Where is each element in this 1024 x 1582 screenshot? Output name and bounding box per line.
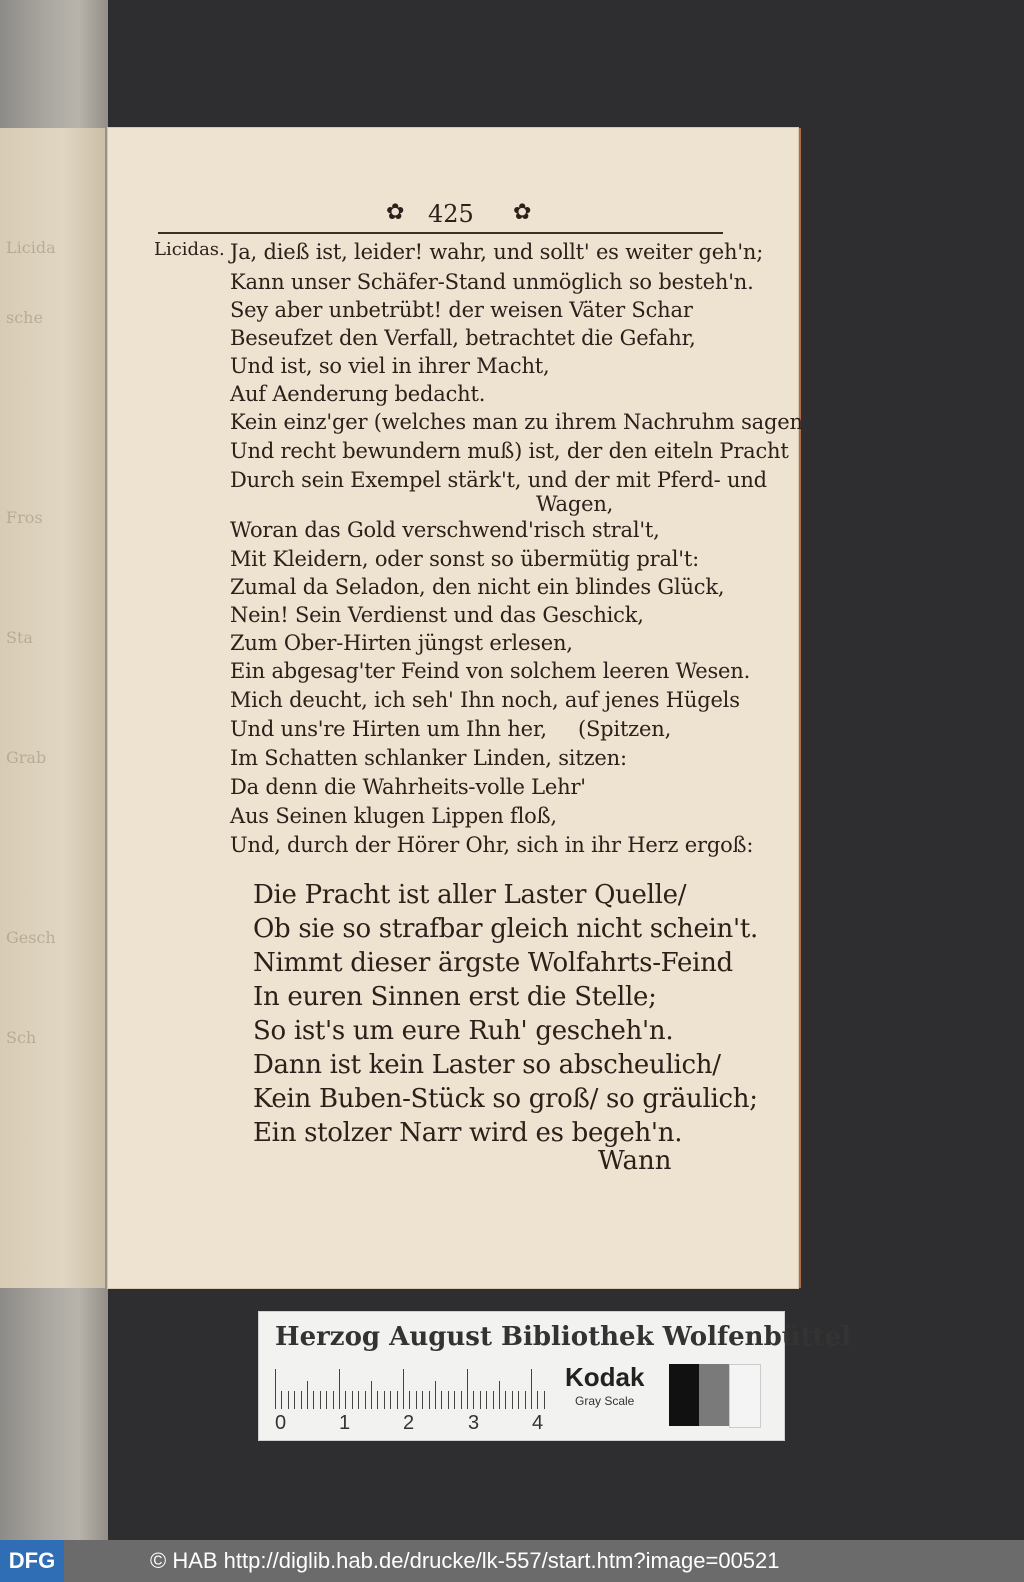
facing-page bbox=[0, 128, 105, 1288]
footer-bar bbox=[0, 1540, 1024, 1582]
ruler-tick bbox=[505, 1391, 506, 1409]
color-target bbox=[258, 1311, 852, 1441]
ruler-tick bbox=[397, 1391, 398, 1409]
ruler-tick bbox=[473, 1391, 474, 1409]
ruler-tick bbox=[525, 1391, 526, 1409]
verse-line: Und, durch der Hörer Ohr, sich in ihr Herz ergoß: bbox=[230, 833, 754, 857]
verse-line: Und ist, so viel in ihrer Macht, bbox=[230, 354, 550, 378]
song-line: Die Pracht ist aller Laster Quelle/ bbox=[253, 880, 687, 910]
white-swatch bbox=[729, 1364, 761, 1428]
ruler-tick bbox=[416, 1391, 417, 1409]
credit-link[interactable]: © HAB http://diglib.hab.de/drucke/lk-557/start.htm?image=00521 bbox=[150, 1548, 780, 1573]
ruler-tick bbox=[429, 1391, 430, 1409]
verse-line-continuation: (Spitzen, bbox=[578, 717, 672, 741]
speaker-name: Licidas. bbox=[154, 239, 225, 260]
ruler-tick bbox=[493, 1391, 494, 1409]
ruler-tick bbox=[339, 1369, 340, 1409]
ornament-icon: ✿ bbox=[513, 200, 532, 225]
ruler-tick bbox=[371, 1381, 372, 1409]
ruler-tick bbox=[531, 1369, 532, 1409]
ruler-tick bbox=[320, 1391, 321, 1409]
ruler-tick bbox=[441, 1391, 442, 1409]
song-line: So ist's um eure Ruh' gescheh'n. bbox=[253, 1016, 674, 1046]
ruler-tick bbox=[326, 1391, 327, 1409]
verse-line: Mit Kleidern, oder sonst so übermütig pral't: bbox=[230, 547, 699, 571]
facing-page-fragment: Sch bbox=[6, 1028, 37, 1047]
page-number: 425 bbox=[428, 200, 474, 228]
verse-line-continuation: Wagen, bbox=[536, 492, 614, 516]
verse-line: Ja, dieß ist, leider! wahr, und sollt' es weiter geh'n; bbox=[230, 240, 764, 264]
ruler-tick bbox=[422, 1391, 423, 1409]
verse-line: Nein! Sein Verdienst und das Geschick, bbox=[230, 603, 644, 627]
institution-name: Herzog August Bibliothek Wolfenbüttel bbox=[275, 1322, 852, 1352]
verse-line: Woran das Gold verschwend'risch stral't, bbox=[230, 518, 660, 542]
facing-page-fragment: Gesch bbox=[6, 928, 56, 947]
verse-line: Und uns're Hirten um Ihn her, bbox=[230, 717, 547, 741]
song-line: Ob sie so strafbar gleich nicht schein't. bbox=[253, 914, 758, 944]
song-line: In euren Sinnen erst die Stelle; bbox=[253, 982, 657, 1012]
verse-line: Zumal da Seladon, den nicht ein blindes Glück, bbox=[230, 575, 725, 599]
ruler-tick bbox=[275, 1369, 276, 1409]
verse-line: Zum Ober-Hirten jüngst erlesen, bbox=[230, 631, 573, 655]
scale-number: 0 bbox=[275, 1412, 287, 1434]
ruler-tick bbox=[403, 1369, 404, 1409]
black-swatch bbox=[669, 1364, 699, 1426]
ruler-tick bbox=[448, 1391, 449, 1409]
scale-number: 3 bbox=[468, 1412, 480, 1434]
verse-line: Kein einz'ger (welches man zu ihrem Nachruhm sagen bbox=[230, 410, 803, 434]
verse-line: Kann unser Schäfer-Stand unmöglich so besteh'n. bbox=[230, 270, 754, 294]
ruler-tick bbox=[454, 1391, 455, 1409]
ornament-icon: ✿ bbox=[386, 200, 405, 225]
scale-ruler bbox=[275, 1367, 545, 1409]
scale-number: 2 bbox=[403, 1412, 415, 1434]
kodak-logo: Kodak bbox=[565, 1362, 645, 1392]
ruler-tick bbox=[358, 1391, 359, 1409]
verse-line: Mich deucht, ich seh' Ihn noch, auf jenes Hügels bbox=[230, 688, 740, 712]
ruler-tick bbox=[301, 1391, 302, 1409]
ruler-tick bbox=[499, 1381, 500, 1409]
ruler-tick bbox=[313, 1391, 314, 1409]
ruler-tick bbox=[288, 1391, 289, 1409]
ruler-tick bbox=[461, 1391, 462, 1409]
ruler-tick bbox=[480, 1391, 481, 1409]
gray-swatch bbox=[699, 1364, 729, 1426]
verse-line: Im Schatten schlanker Linden, sitzen: bbox=[230, 746, 627, 770]
dfg-logo: DFG bbox=[0, 1540, 64, 1582]
ruler-tick bbox=[377, 1391, 378, 1409]
verse-line: Aus Seinen klugen Lippen floß, bbox=[230, 804, 557, 828]
ruler-tick bbox=[390, 1391, 391, 1409]
scale-number: 4 bbox=[532, 1412, 544, 1434]
song-line: Kein Buben-Stück so groß/ so gräulich; bbox=[253, 1084, 758, 1114]
ruler-tick bbox=[294, 1391, 295, 1409]
ruler-tick bbox=[512, 1391, 513, 1409]
book-page bbox=[108, 128, 803, 1288]
verse-line: Sey aber unbetrübt! der weisen Väter Schar bbox=[230, 298, 693, 322]
ruler-tick bbox=[352, 1391, 353, 1409]
facing-page-fragment: Fros bbox=[6, 508, 43, 527]
verse-line: Ein abgesag'ter Feind von solchem leeren Wesen. bbox=[230, 659, 751, 683]
ruler-tick bbox=[333, 1391, 334, 1409]
song-line: Ein stolzer Narr wird es begeh'n. bbox=[253, 1118, 683, 1148]
ruler-tick bbox=[365, 1391, 366, 1409]
song-line: Nimmt dieser ärgste Wolfahrts-Feind bbox=[253, 948, 733, 978]
facing-page-fragment: sche bbox=[6, 308, 43, 327]
ruler-tick bbox=[486, 1391, 487, 1409]
ruler-tick bbox=[281, 1391, 282, 1409]
verse-line: Beseufzet den Verfall, betrachtet die Gefahr, bbox=[230, 326, 696, 350]
verse-line: Auf Aenderung bedacht. bbox=[230, 382, 486, 406]
ruler-tick bbox=[384, 1391, 385, 1409]
catchword: Wann bbox=[598, 1146, 672, 1176]
ruler-tick bbox=[467, 1369, 468, 1409]
facing-page-fragment: Licida bbox=[6, 238, 56, 257]
verse-line: Und recht bewundern muß) ist, der den eiteln Pracht bbox=[230, 439, 789, 463]
song-line: Dann ist kein Laster so abscheulich/ bbox=[253, 1050, 721, 1080]
gray-scale-label: Gray Scale bbox=[575, 1394, 635, 1408]
ruler-tick bbox=[544, 1391, 545, 1409]
ruler-tick bbox=[518, 1391, 519, 1409]
facing-page-fragment: Sta bbox=[6, 628, 33, 647]
ruler-tick bbox=[307, 1381, 308, 1409]
scale-numbers bbox=[275, 1412, 565, 1436]
scale-number: 1 bbox=[339, 1412, 351, 1434]
verse-line: Durch sein Exempel stärk't, und der mit Pferd- und bbox=[230, 468, 767, 492]
ruler-tick bbox=[409, 1391, 410, 1409]
ruler-tick bbox=[345, 1391, 346, 1409]
ruler-tick bbox=[537, 1391, 538, 1409]
verse-line: Da denn die Wahrheits-volle Lehr' bbox=[230, 775, 586, 799]
page-header bbox=[158, 198, 723, 234]
ruler-tick bbox=[435, 1381, 436, 1409]
facing-page-fragment: Grab bbox=[6, 748, 47, 767]
